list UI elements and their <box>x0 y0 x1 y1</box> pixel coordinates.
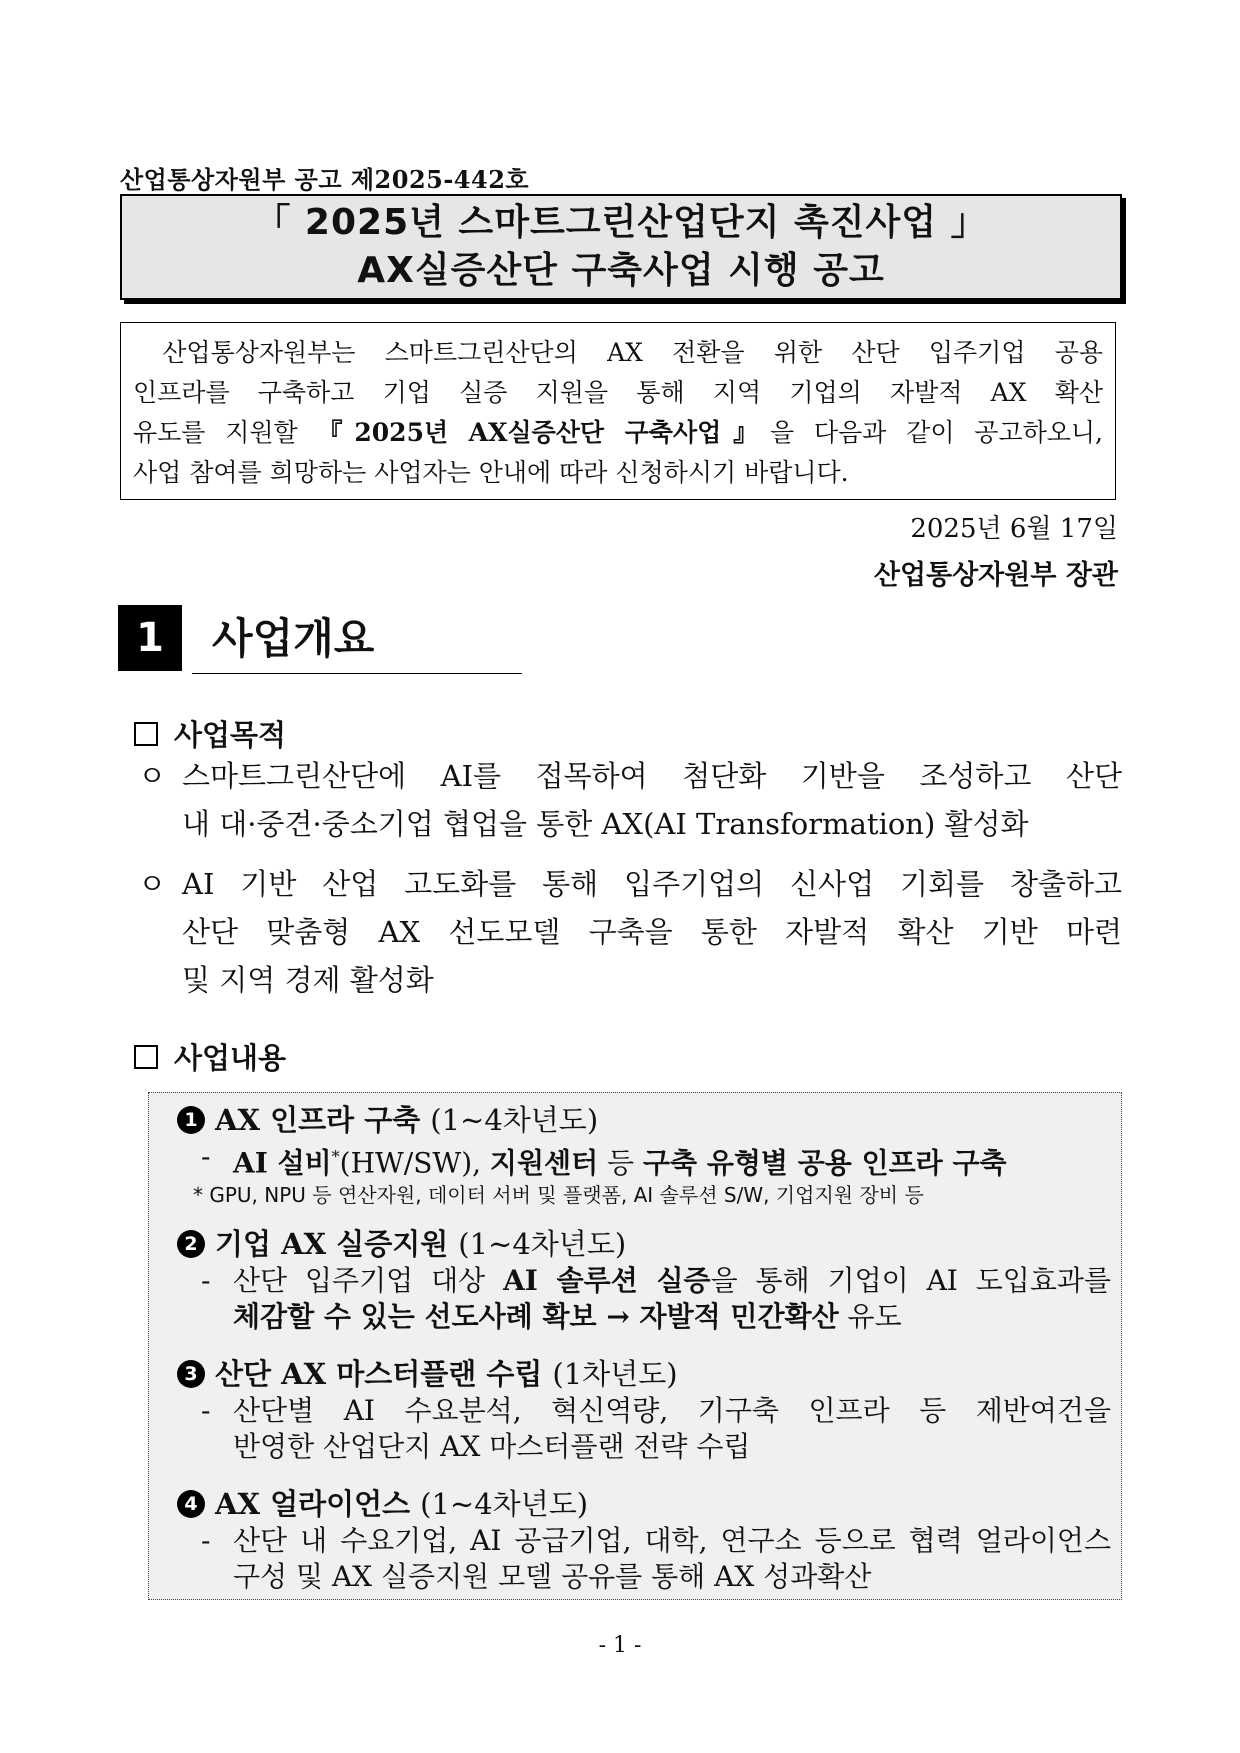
intro-line-3: 유도를 지원할 『2025년 AX실증산단 구축사업』을 다음과 같이 공고하오니, <box>133 418 1103 447</box>
number-3-icon: 3 <box>177 1360 205 1388</box>
content-heading: 사업내용 <box>134 1036 286 1077</box>
intro-line-2: 인프라를 구축하고 기업 실증 지원을 통해 지역 기업의 자발적 AX 확산 <box>133 378 1103 407</box>
content-item-3: 3 산단 AX 마스터플랜 수립 (1차년도) - 산단별 AI 수요분석, 혁신역량, 기구축 인프라 등 제반여건을 반영한 산업단지 AX 마스터플랜 전략 수립 <box>177 1355 1111 1465</box>
content-item-1: 1 AX 인프라 구축 (1∼4차년도) - AI 설비*(HW/SW), 지원센터 등 구축 유형별 공용 인프라 구축 * GPU, NPU 등 연산자원, 데이터 서버 및 플랫폼, AI 솔루션 S/W, 기업지원 장비 등 <box>177 1101 1111 1209</box>
content-item-2: 2 기업 AX 실증지원 (1∼4차년도) - 산단 입주기업 대상 AI 솔루션 실증을 통해 기업이 AI 도입효과를 체감할 수 있는 선도사례 확보 → 자발적 민간확산 유도 <box>177 1225 1111 1335</box>
section-number-badge: 1 <box>118 605 182 671</box>
title-line-1: 「 2025년 스마트그린산업단지 촉진사업 」 <box>254 202 988 243</box>
title-line-2: AX실증산단 구축사업 시행 공고 <box>357 250 885 291</box>
intro-line-1: 산업통상자원부는 스마트그린산단의 AX 전환을 위한 산단 입주기업 공용 <box>162 338 1103 367</box>
notice-number: 산업통상자원부 공고 제2025-442호 <box>120 165 530 194</box>
intro-line-4: 사업 참여를 희망하는 사업자는 안내에 따라 신청하시기 바랍니다. <box>133 458 849 487</box>
intro-box <box>120 322 1116 500</box>
section-title: 사업개요 <box>212 614 375 663</box>
title-box <box>120 194 1122 300</box>
footnote: * GPU, NPU 등 연산자원, 데이터 서버 및 플랫폼, AI 솔루션 S/W, 기업지원 장비 등 <box>193 1183 924 1208</box>
number-1-icon: 1 <box>177 1106 205 1134</box>
page-number: - 1 - <box>598 1633 642 1658</box>
checkbox-icon <box>134 1045 158 1069</box>
number-2-icon: 2 <box>177 1230 205 1258</box>
content-item-4: 4 AX 얼라이언스 (1∼4차년도) - 산단 내 수요기업, AI 공급기업, 대학, 연구소 등으로 협력 얼라이언스 구성 및 AX 실증지원 모델 공유를 통해 AX 성과확산 <box>177 1485 1111 1595</box>
content-box <box>148 1092 1122 1600</box>
checkbox-icon <box>134 722 158 746</box>
section-underline <box>192 673 522 674</box>
purpose-bullet-1: ㅇ 스마트그린산단에 AI를 접목하여 첨단화 기반을 조성하고 산단 내 대·중견·중소기업 협업을 통한 AX(AI Transformation) 활성화 <box>138 752 1122 848</box>
program-name: 『2025년 AX실증산단 구축사업』 <box>317 418 770 447</box>
circle-bullet-icon: ㅇ <box>138 867 167 901</box>
notice-date: 2025년 6월 17일 <box>910 514 1118 544</box>
signatory: 산업통상자원부 장관 <box>873 560 1118 591</box>
purpose-heading: 사업목적 <box>134 713 286 754</box>
number-4-icon: 4 <box>177 1490 205 1518</box>
circle-bullet-icon: ㅇ <box>138 759 167 793</box>
purpose-bullet-2: ㅇ AI 기반 산업 고도화를 통해 입주기업의 신사업 기회를 창출하고 산단 맞춤형 AX 선도모델 구축을 통한 자발적 확산 기반 마련 및 지역 경제 활성화 <box>138 860 1122 1004</box>
